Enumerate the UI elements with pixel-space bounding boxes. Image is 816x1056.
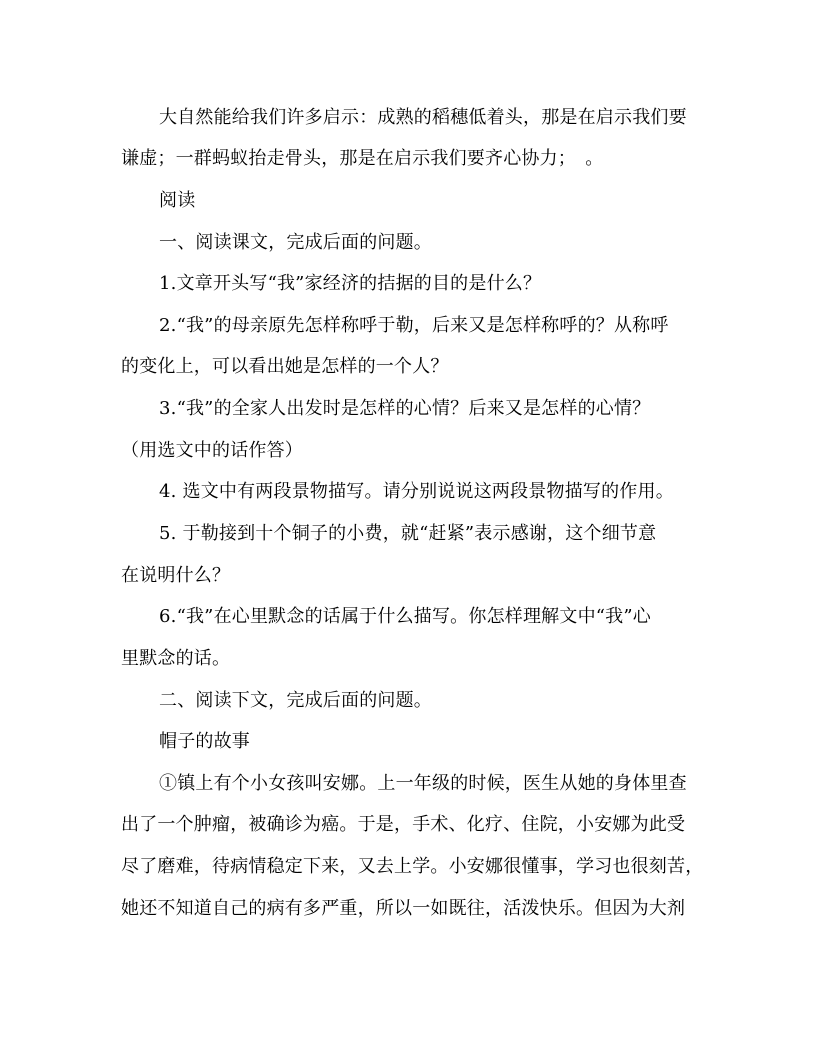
question-line: 里默念的话。 [121, 648, 231, 669]
question-line: 1.文章开头写“我”家经济的拮据的目的是什么？ [159, 273, 542, 294]
paragraph-line: ①镇上有个小女孩叫安娜。上一年级的时候，医生从她的身体里查 [159, 773, 687, 794]
question-line: 2.“我”的母亲原先怎样称呼于勒，后来又是怎样称呼的？从称呼 [159, 315, 669, 336]
paragraph-line: 出了一个肿瘤，被确诊为癌。于是，手术、化疗、住院，小安娜为此受 [121, 814, 686, 835]
paragraph-line: 大自然能给我们许多启示：成熟的稻穗低着头，那是在启示我们要 [159, 107, 687, 128]
paragraph-line: 她还不知道自己的病有多严重，所以一如既往，活泼快乐。但因为大剂 [121, 898, 686, 919]
question-line: 3.“我”的全家人出发时是怎样的心情？后来又是怎样的心情？ [159, 398, 651, 419]
paragraph-line: 尽了磨难，待病情稳定下来，又去上学。小安娜很懂事，学习也很刻苦， [121, 856, 704, 877]
question-line: 4. 选文中有两段景物描写。请分别说说这两段景物描写的作用。 [159, 481, 674, 502]
section-heading: 二、阅读下文，完成后面的问题。 [159, 690, 432, 711]
question-line: （用选文中的话作答） [121, 440, 303, 461]
question-line: 6.“我”在心里默念的话属于什么描写。你怎样理解文中“我”心 [159, 606, 651, 627]
story-title: 帽子的故事 [159, 731, 250, 752]
section-heading: 阅读 [159, 190, 196, 211]
question-line: 5. 于勒接到十个铜子的小费，就“赶紧”表示感谢，这个细节意 [159, 523, 657, 544]
section-heading: 一、阅读课文，完成后面的问题。 [159, 232, 432, 253]
question-line: 的变化上，可以看出她是怎样的一个人？ [121, 356, 449, 377]
question-line: 在说明什么？ [121, 565, 231, 586]
paragraph-line: 谦虚；一群蚂蚁抬走骨头，那是在启示我们要齐心协力； 。 [121, 148, 604, 169]
